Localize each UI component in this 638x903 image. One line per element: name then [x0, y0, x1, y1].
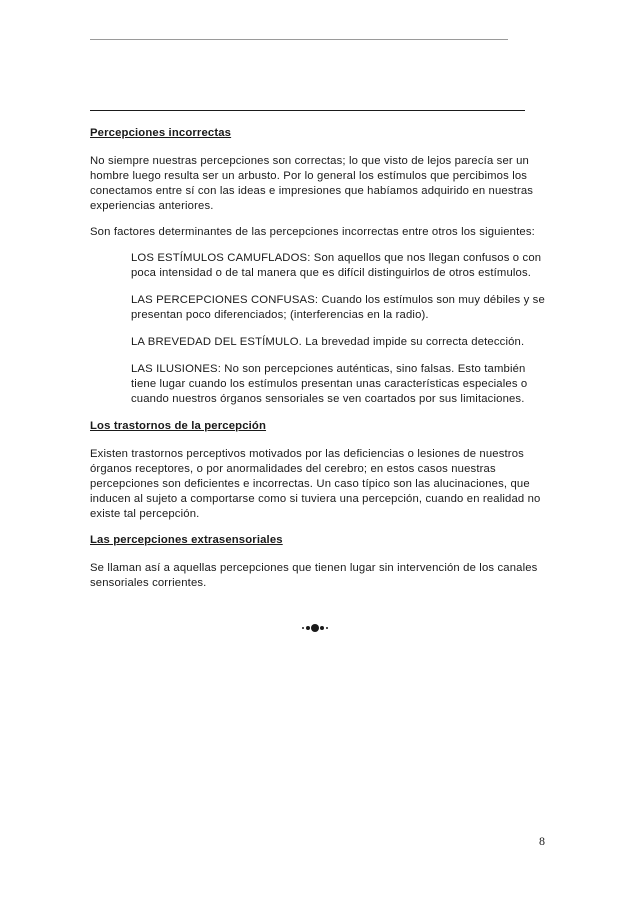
- section-heading-percepciones-incorrectas: Percepciones incorrectas: [90, 127, 232, 139]
- section-heading-extrasensoriales: Las percepciones extrasensoriales: [90, 534, 283, 546]
- header-rule: [90, 39, 508, 40]
- paragraph: Existen trastornos perceptivos motivados por las deficiencias o lesiones de nuestros órganos receptores, o por anormalidades del cerebro; en estos casos nuestras percepciones son deficientes e incorrectas. Un caso típico son las alucinaciones, que inducen al sujeto a comportarse como si tuviera una percepción, cuando en realidad no existe tal percepción.: [90, 448, 541, 520]
- ornament-icon: [300, 620, 340, 634]
- paragraph: Son factores determinantes de las percepciones incorrectas entre otros los siguientes:: [90, 226, 535, 238]
- section-heading-trastornos: Los trastornos de la percepción: [90, 420, 267, 432]
- list-item: LOS ESTÍMULOS CAMUFLADOS: Son aquellos que nos llegan confusos o con poca intensidad o de tal manera que es difícil distinguirlos de otros estímulos.: [131, 252, 542, 279]
- paragraph: Se llaman así a aquellas percepciones que tienen lugar sin intervención de los canales sensoriales corrientes.: [90, 562, 538, 589]
- list-item: LAS ILUSIONES: No son percepciones auténticas, sino falsas. Esto también tiene lugar cuando los estímulos presentan unas características especiales o cuando nuestros órganos sensoriales se ven coartados por sus limitaciones.: [131, 363, 528, 405]
- section-divider: [90, 110, 525, 111]
- page-number: 8: [539, 834, 545, 848]
- list-item: LA BREVEDAD DEL ESTÍMULO. La brevedad impide su correcta detección.: [131, 336, 525, 348]
- paragraph: No siempre nuestras percepciones son correctas; lo que visto de lejos parecía ser un hombre luego resulta ser un arbusto. Por lo general los estímulos que percibimos los conectamos entre sí con las ideas e impresiones que habíamos adquirido en nuestras experiencias anteriores.: [90, 155, 534, 212]
- page-content: [90, 126, 550, 602]
- list-item: LAS PERCEPCIONES CONFUSAS: Cuando los estímulos son muy débiles y se presentan poco diferenciados; (interferencias en la radio).: [131, 294, 545, 321]
